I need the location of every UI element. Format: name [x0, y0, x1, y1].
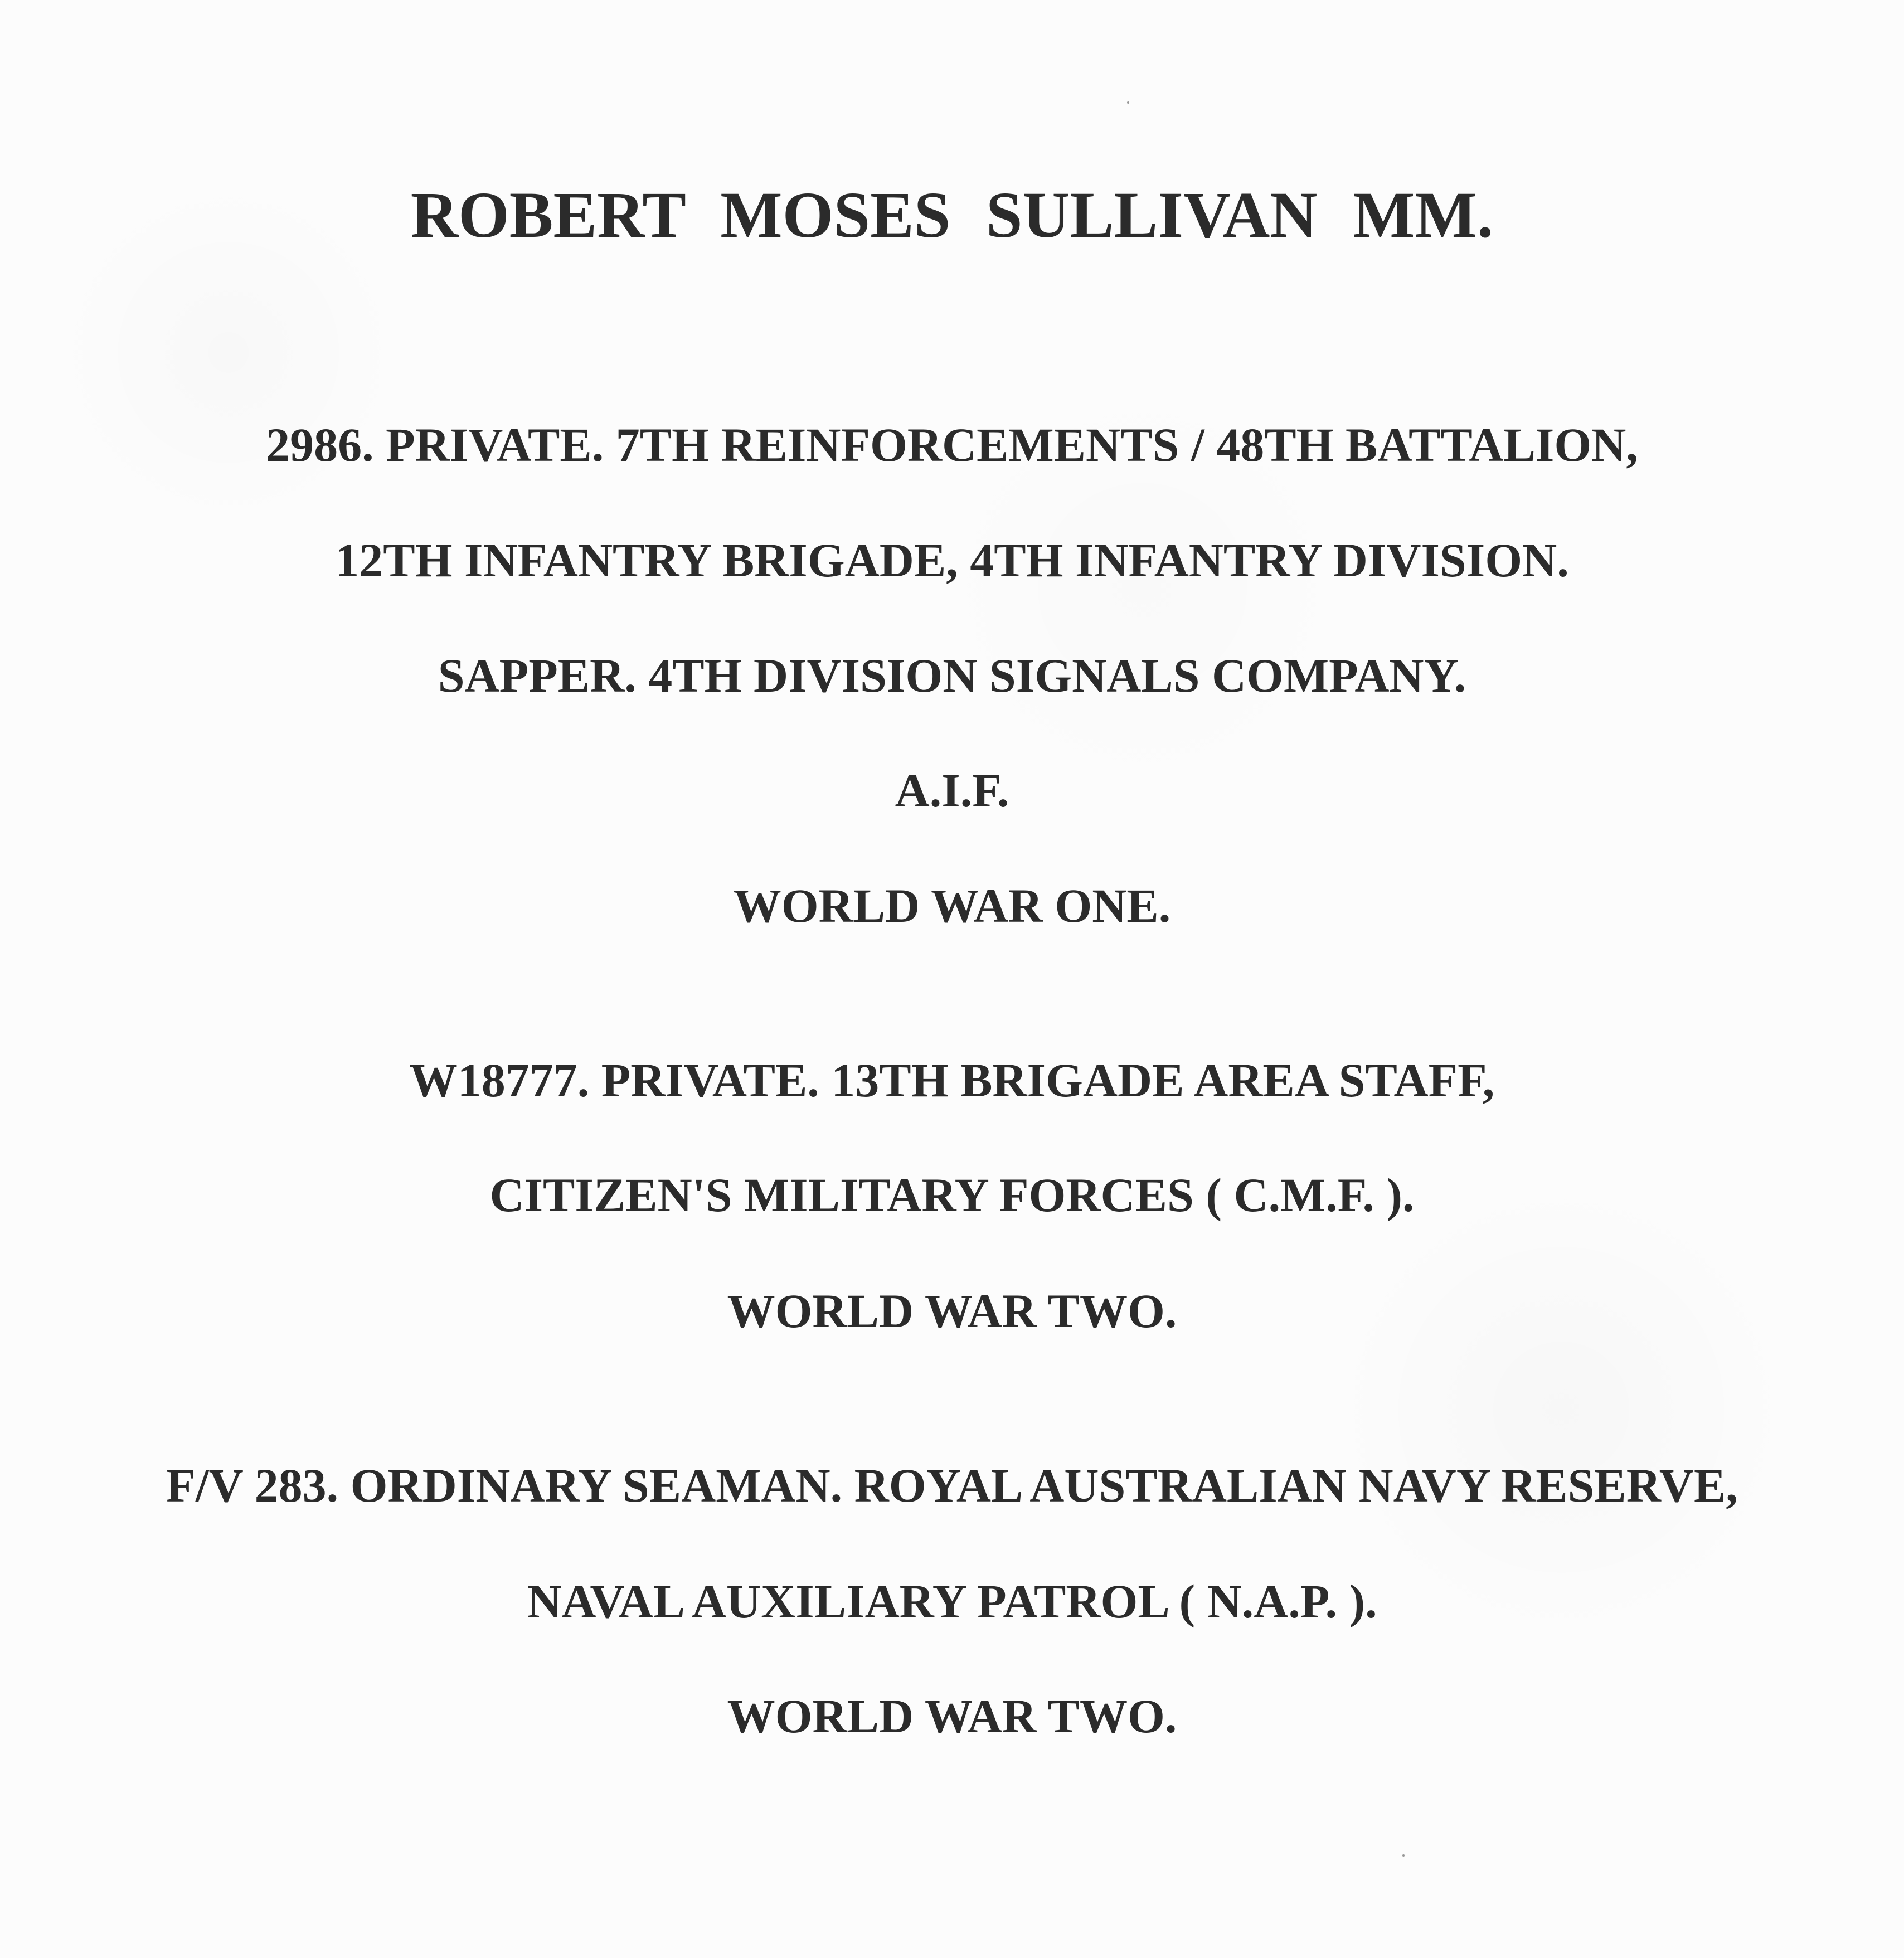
- service-line-ww1-war: WORLD WAR ONE.: [733, 879, 1171, 932]
- service-line-ww2-army-war: WORLD WAR TWO.: [727, 1284, 1177, 1338]
- service-line-ww1-unit: 2986. PRIVATE. 7TH REINFORCEMENTS / 48TH BATTALION,: [266, 418, 1638, 472]
- paper-speck: [1402, 1854, 1405, 1857]
- service-line-ww2-army-force: CITIZEN'S MILITARY FORCES ( C.M.F. ).: [489, 1168, 1415, 1222]
- service-line-ww2-army-unit: W18777. PRIVATE. 13TH BRIGADE AREA STAFF,: [409, 1053, 1495, 1107]
- document-title: ROBERT MOSES SULLIVAN MM.: [410, 178, 1494, 251]
- service-line-ww1-sapper: SAPPER. 4TH DIVISION SIGNALS COMPANY.: [438, 649, 1466, 702]
- service-line-ww2-navy-unit: F/V 283. ORDINARY SEAMAN. ROYAL AUSTRALIAN NAVY RESERVE,: [166, 1459, 1738, 1512]
- service-line-ww2-navy-war: WORLD WAR TWO.: [727, 1689, 1177, 1743]
- paper-speck: [1127, 101, 1129, 104]
- service-line-ww1-brigade: 12TH INFANTRY BRIGADE, 4TH INFANTRY DIVISION.: [335, 533, 1569, 587]
- service-line-ww1-force: A.I.F.: [895, 764, 1009, 817]
- service-line-ww2-navy-patrol: NAVAL AUXILIARY PATROL ( N.A.P. ).: [527, 1575, 1377, 1628]
